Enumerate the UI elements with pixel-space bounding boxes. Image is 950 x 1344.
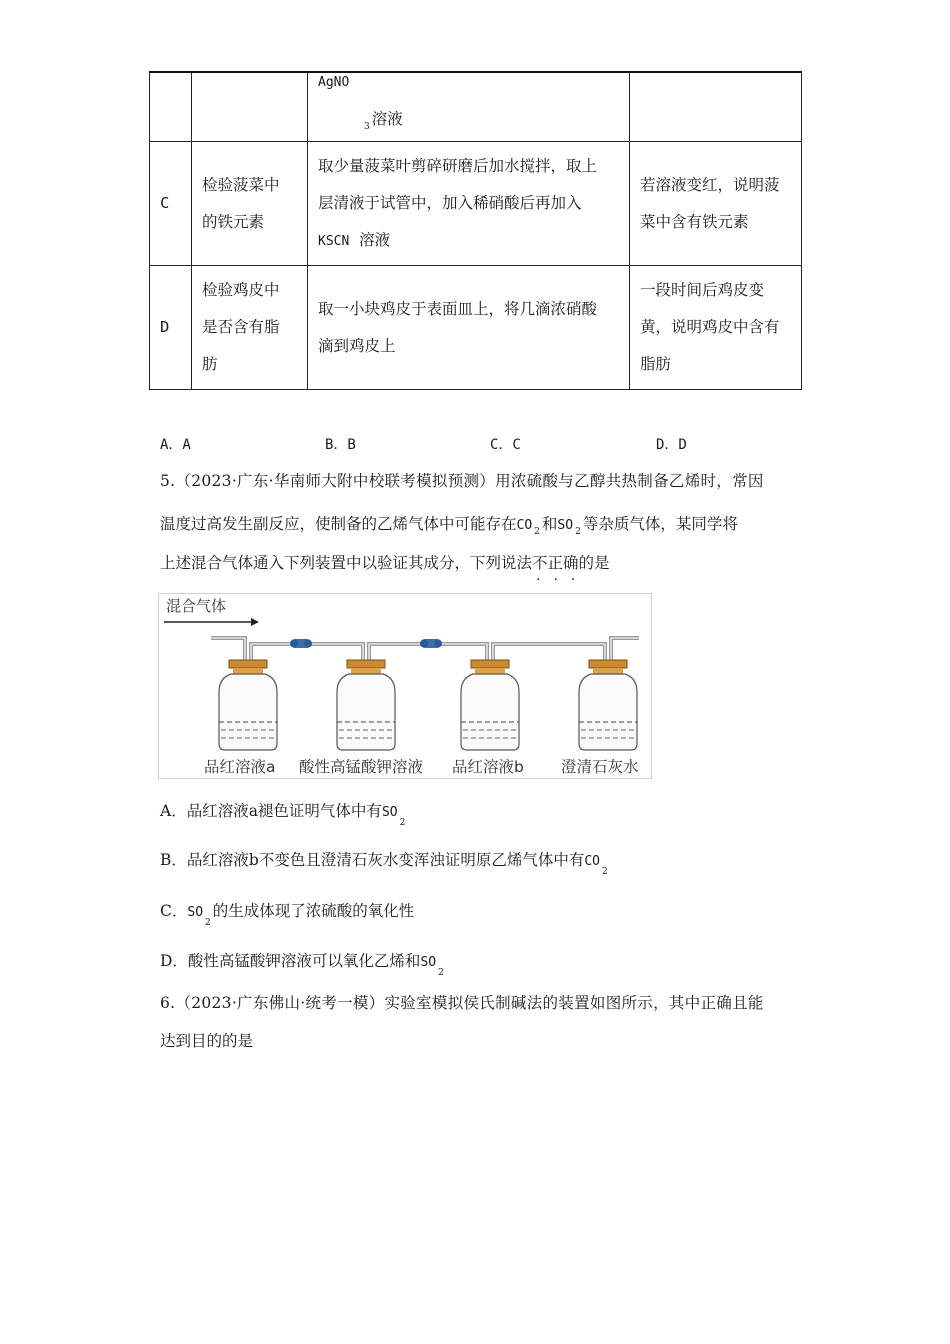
option-label-c: C [150, 142, 192, 266]
q5-option-a: A．品红溶液a褪色证明气体中有$SO_2$ [160, 802, 406, 828]
q5-stem-line2: 温度过高发生副反应，使制备的乙烯气体中可能存在CO $_2$ 和SO $_2$ 等杂质气体，某同学将 [160, 515, 738, 537]
bottle-2-icon [337, 660, 395, 750]
gas-wash-apparatus-figure [158, 593, 652, 779]
q6-stem-line1: 6.（2023·广东佛山·统考一模）实验室模拟侯氏制碱法的装置如图所示，其中正确且能 [160, 994, 764, 1012]
experiment-table [149, 71, 802, 390]
q4-option-a: A．A [160, 437, 191, 453]
q5-option-b: B．品红溶液b不变色且澄清石灰水变浑浊证明原乙烯气体中有$CO_2$ [160, 851, 608, 877]
option-label-d: D [150, 266, 192, 390]
q4-option-c: C．C [490, 437, 521, 453]
table-row [150, 72, 802, 142]
bottle-label-1: 品红溶液a [204, 758, 276, 776]
method-cell: 取少量菠菜叶剪碎研磨后加水搅拌，取上 层清液于试管中，加入稀硝酸后再加入 KSCN 溶液 [308, 142, 630, 266]
rubber-connector-icon [420, 639, 442, 648]
table-row [150, 142, 802, 266]
bottle-3-icon [461, 660, 519, 750]
bottle-4-icon [579, 660, 637, 750]
q4-option-d: D．D [656, 437, 687, 453]
q5-option-c: C．$SO_2$的生成体现了浓硫酸的氧化性 [160, 902, 415, 928]
reagent-cell: AgNO $_3$ 溶液 [308, 72, 630, 142]
result-cell: 若溶液变红，说明菠 菜中含有铁元素 [630, 142, 802, 266]
bottle-label-4: 澄清石灰水 [561, 758, 639, 776]
emphasis-text: 不正确 ... [532, 554, 589, 584]
arrow-head-icon [251, 618, 259, 626]
apparatus-diagram [159, 594, 651, 778]
gas-label: 混合气体 [166, 597, 227, 615]
purpose-cell: 检验鸡皮中 是否含有脂 肪 [192, 266, 308, 390]
purpose-cell: 检验菠菜中 的铁元素 [192, 142, 308, 266]
rubber-connector-icon [290, 639, 312, 648]
bottle-1-icon [219, 660, 277, 750]
table-row [150, 266, 802, 390]
method-cell: 取一小块鸡皮于表面皿上，将几滴浓硝酸 滴到鸡皮上 [308, 266, 630, 390]
q5-option-d: D．酸性高锰酸钾溶液可以氧化乙烯和$SO_2$ [160, 952, 444, 978]
bottle-label-3: 品红溶液b [452, 758, 524, 776]
q5-stem-line3: 上述混合气体通入下列装置中以验证其成分，下列说法不正确 ... 的是 [160, 554, 610, 584]
result-cell: 一段时间后鸡皮变 黄，说明鸡皮中含有 脂肪 [630, 266, 802, 390]
q5-stem-line1: 5.（2023·广东·华南师大附中校联考模拟预测）用浓硫酸与乙醇共热制备乙烯时，常因 [160, 472, 764, 490]
q4-option-b: B．B [325, 437, 356, 453]
bottle-label-2: 酸性高锰酸钾溶液 [299, 758, 424, 776]
q6-stem-line2: 达到目的的是 [160, 1032, 254, 1050]
